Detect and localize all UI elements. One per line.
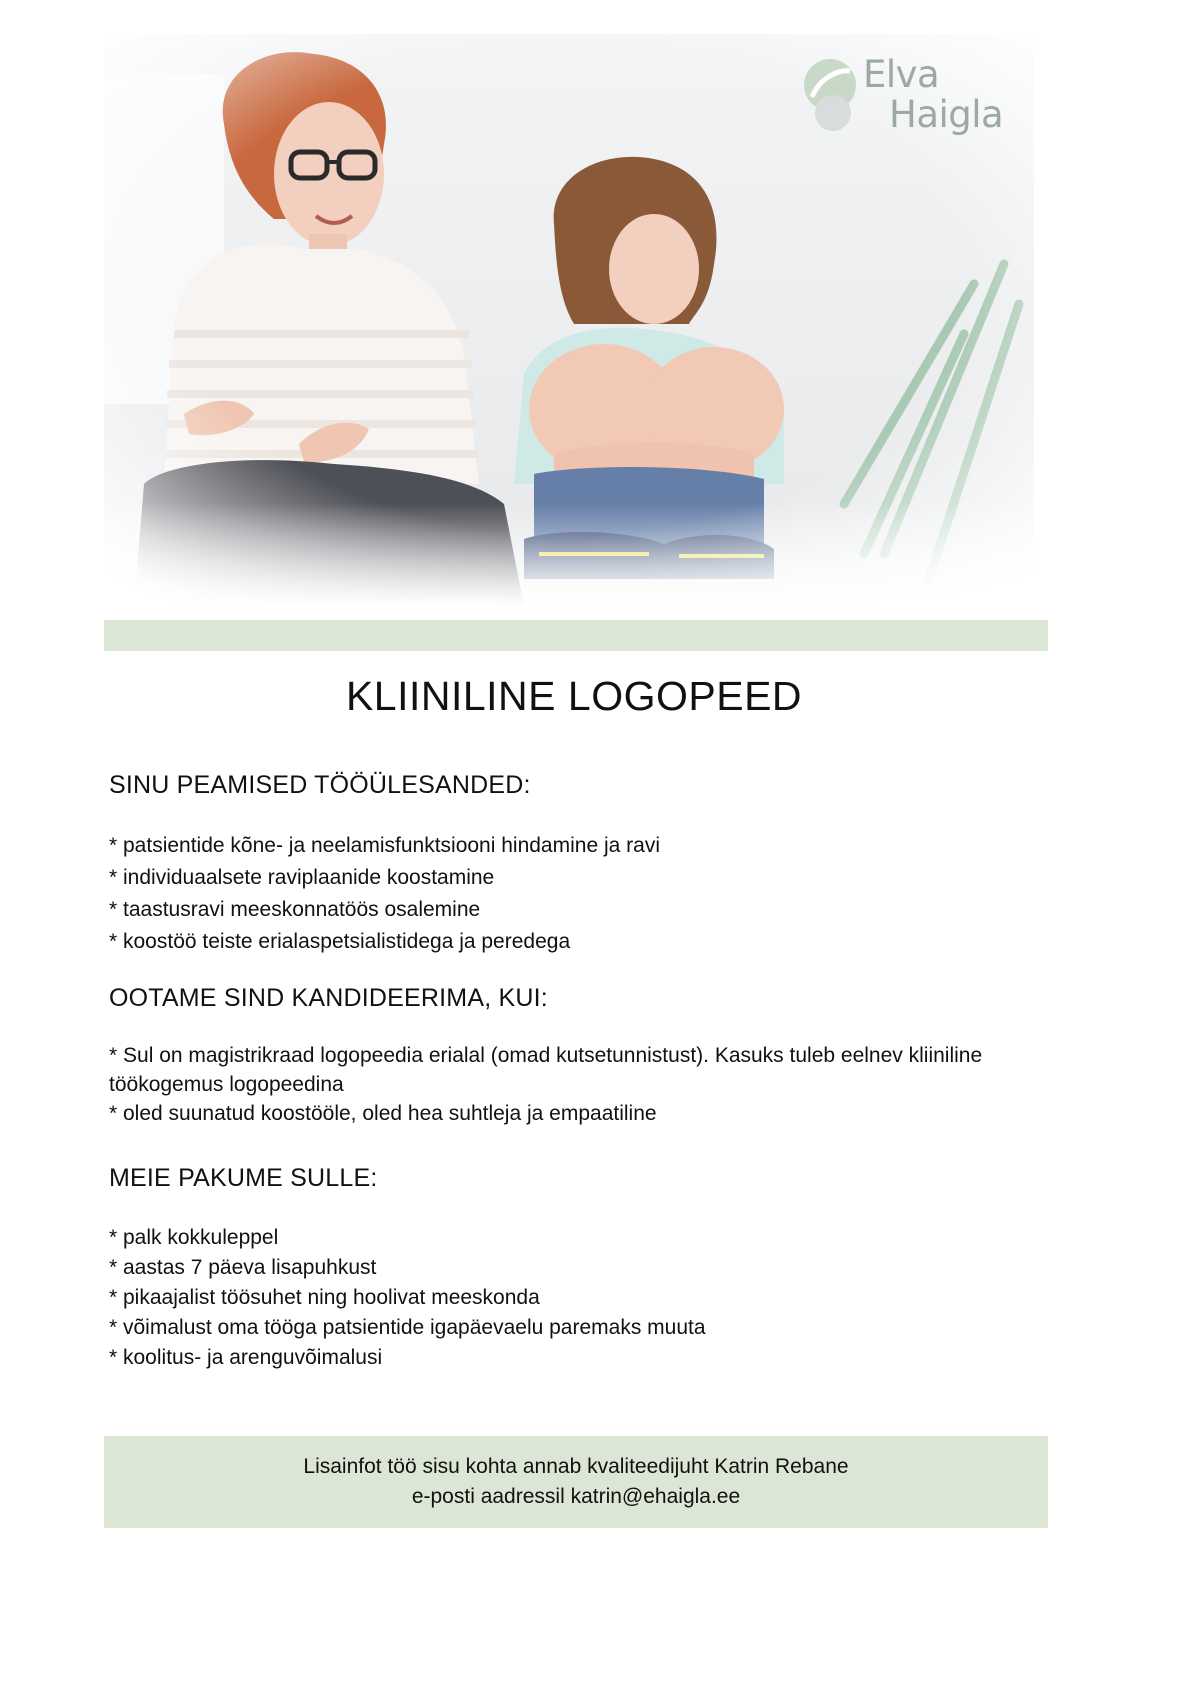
list-item: * aastas 7 päeva lisapuhkust xyxy=(109,1256,377,1279)
section-offer xyxy=(109,1163,1059,1373)
page-title: KLIINILINE LOGOPEED xyxy=(345,673,803,719)
logo-line-2: Haigla xyxy=(889,93,1004,136)
list-item: * Sul on magistrikraad logopeedia erialal (omad kutsetunnistust). Kasuks tuleb eelnev kliiniline töökogemus logopeedina xyxy=(109,1044,983,1096)
logo-line-1: Elva xyxy=(863,53,940,96)
section-tasks xyxy=(109,770,1059,958)
list-item: * taastusravi meeskonnatöös osalemine xyxy=(109,898,481,921)
logo-emblem-icon xyxy=(800,57,860,137)
list-item: * koolitus- ja arenguvõimalusi xyxy=(109,1346,383,1369)
logo-wordmark xyxy=(863,55,1003,135)
elva-haigla-logo xyxy=(800,55,1020,150)
task-list xyxy=(109,830,1059,958)
section-heading: OOTAME SIND KANDIDEERIMA, KUI: xyxy=(109,984,548,1012)
offer-list xyxy=(109,1223,1059,1373)
list-item: * oled suunatud koostööle, oled hea suhtleja ja empaatiline xyxy=(109,1102,657,1125)
contact-info-line: Lisainfot töö sisu kohta annab kvaliteedijuht Katrin Rebane xyxy=(303,1455,849,1478)
section-heading: SINU PEAMISED TÖÖÜLESANDED: xyxy=(109,771,531,799)
requirements-list xyxy=(109,1041,1059,1128)
list-item: * patsientide kõne- ja neelamisfunktsiooni hindamine ja ravi xyxy=(109,834,660,857)
contact-email-line[interactable]: e-posti aadressil katrin@ehaigla.ee xyxy=(411,1485,741,1508)
top-divider-band xyxy=(104,620,1048,651)
list-item: * koostöö teiste erialaspetsialistidega ja peredega xyxy=(109,930,571,953)
section-requirements xyxy=(109,983,1059,1128)
list-item: * palk kokkuleppel xyxy=(109,1226,279,1249)
list-item: * individuaalsete raviplaanide koostamine xyxy=(109,866,495,889)
list-item: * võimalust oma tööga patsientide igapäevaelu paremaks muuta xyxy=(109,1316,706,1339)
contact-box xyxy=(104,1436,1048,1528)
list-item: * pikaajalist töösuhet ning hoolivat meeskonda xyxy=(109,1286,540,1309)
section-heading: MEIE PAKUME SULLE: xyxy=(109,1164,378,1192)
